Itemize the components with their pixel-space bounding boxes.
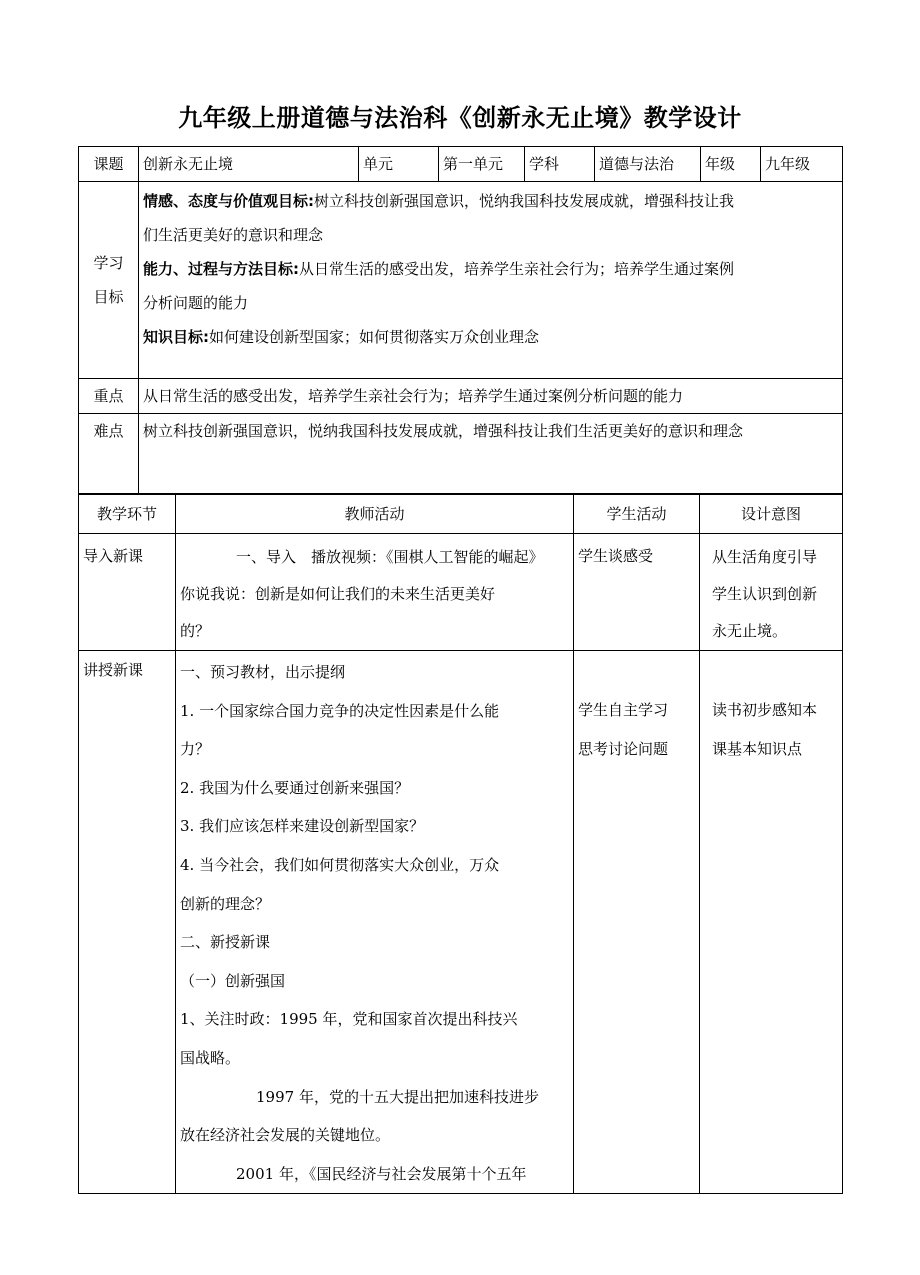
knowledge-goal-title: 知识目标: [143,328,209,346]
subject-value: 道德与法治 [595,147,701,182]
knowledge-goal-text: 如何建设创新型国家；如何贯彻落实万众创业理念 [209,328,540,346]
header-intent: 设计意图 [700,494,843,534]
intro-teacher: 一、导入 播放视频：《围棋人工智能的崛起》 你说我说：创新是如何让我们的未来生活更美好 的？ [176,534,574,651]
intro-stage: 导入新课 [79,534,176,651]
header-teacher: 教师活动 [176,494,574,534]
intro-student: 学生谈感受 [574,534,700,651]
process-table [78,493,843,1194]
emotion-goal-text: 树立科技创新强国意识，悦纳我国科技发展成就，增强科技让我 [314,192,735,210]
emotion-goal-text-2: 们生活更美好的意识和理念 [143,226,324,244]
lecture-student: 学生自主学习 思考讨论问题 [574,651,700,1194]
emotion-goal-title: 情感、态度与价值观目标: [143,192,314,210]
ability-goal-title: 能力、过程与方法目标: [143,260,299,278]
info-table [78,146,843,495]
key-point-text: 从日常生活的感受出发，培养学生亲社会行为；培养学生通过案例分析问题的能力 [139,379,843,414]
difficult-point-text: 树立科技创新强国意识，悦纳我国科技发展成就，增强科技让我们生活更美好的意识和理念 [139,414,843,495]
subject-label: 学科 [525,147,595,182]
page-title: 九年级上册道德与法治科《创新永无止境》教学设计 [178,104,742,132]
unit-label: 单元 [359,147,439,182]
course-value: 创新永无止境 [139,147,359,182]
header-student: 学生活动 [574,494,700,534]
grade-label: 年级 [701,147,761,182]
lecture-teacher: 一、预习教材，出示提纲 1. 一个国家综合国力竞争的决定性因素是什么能 力？ 2. 我国为什么要通过创新来强国？ 3. 我们应该怎样来建设创新型国家？ 4. 当今社会，我们如何贯彻落实大众创业，万众 创新的理念？ 二、新授新课 （一）创新强国 1、关注时政：1995 年，党和国家首次提出科技兴 国战略。 1997 年，党的十五大提出把加速科技进步 放在经济社会发展的关键地位。 2001 年，《国民经济与社会发展第十个五年 [176,651,574,1194]
lecture-intent: 读书初步感知本 课基本知识点 [700,651,843,1194]
unit-value: 第一单元 [439,147,525,182]
key-point-label: 重点 [79,379,139,414]
ability-goal-text-2: 分析问题的能力 [143,294,249,312]
header-stage: 教学环节 [79,494,176,534]
intro-intent: 从生活角度引导 学生认识到创新 永无止境。 [700,534,843,651]
grade-value: 九年级 [761,147,843,182]
goals-content [139,182,843,379]
lecture-stage: 讲授新课 [79,651,176,1194]
course-label: 课题 [79,147,139,182]
difficult-point-label: 难点 [79,414,139,495]
ability-goal-text: 从日常生活的感受出发，培养学生亲社会行为；培养学生通过案例 [299,260,735,278]
goals-label: 学习 目标 [79,182,139,379]
